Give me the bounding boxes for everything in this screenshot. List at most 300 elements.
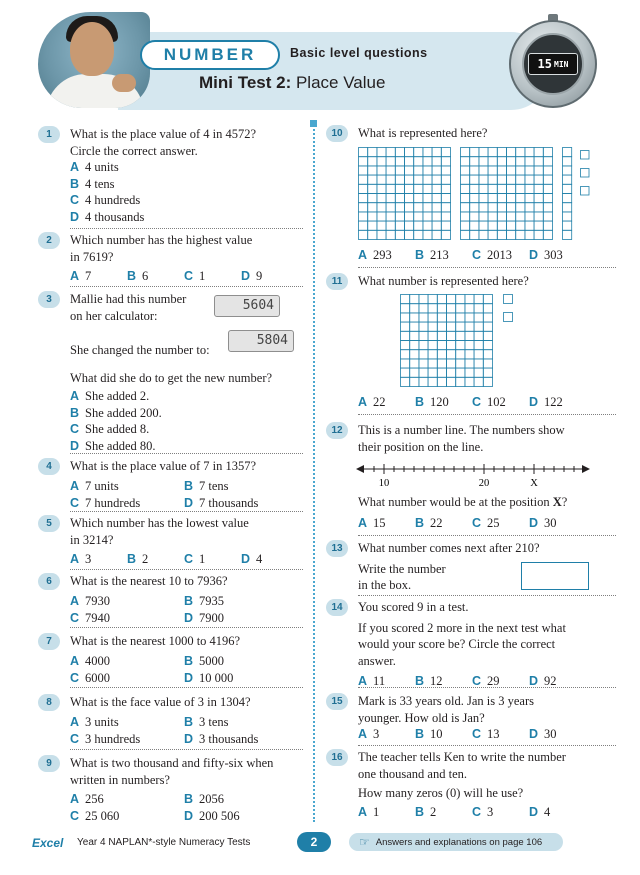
option-letter: B bbox=[184, 714, 194, 729]
block-cell bbox=[432, 148, 441, 157]
option-b[interactable] bbox=[127, 268, 148, 285]
block-cell bbox=[447, 350, 456, 359]
option-d[interactable] bbox=[529, 804, 550, 821]
question-body bbox=[70, 126, 256, 225]
option-c[interactable] bbox=[472, 394, 506, 411]
block-cell bbox=[428, 313, 437, 322]
block-cell bbox=[414, 175, 423, 184]
option-text: She added 200. bbox=[85, 405, 162, 420]
arrow-right-icon bbox=[582, 465, 590, 473]
question-text: Which number has the highest value bbox=[70, 233, 253, 247]
block-cell bbox=[479, 203, 488, 212]
block-cell bbox=[386, 166, 395, 175]
block-cell bbox=[497, 212, 506, 221]
option-a[interactable] bbox=[358, 726, 379, 743]
question-text-2: If you scored 2 more in the next test what bbox=[358, 620, 566, 635]
answer-box[interactable] bbox=[521, 562, 589, 590]
option-a[interactable] bbox=[70, 268, 91, 285]
option-d[interactable] bbox=[70, 438, 303, 455]
option-c[interactable] bbox=[472, 804, 493, 821]
block-cell bbox=[516, 175, 525, 184]
option-b[interactable] bbox=[127, 551, 148, 568]
block-cell bbox=[368, 184, 377, 193]
block-cell bbox=[377, 221, 386, 230]
block-cell bbox=[456, 322, 465, 331]
block-cell bbox=[474, 295, 483, 304]
option-text: 7 hundreds bbox=[85, 495, 141, 510]
option-b[interactable] bbox=[415, 247, 449, 264]
block-cell bbox=[456, 304, 465, 313]
block-cell bbox=[405, 166, 414, 175]
block-cell bbox=[516, 148, 525, 157]
block-cell bbox=[447, 359, 456, 368]
option-letter: A bbox=[70, 552, 80, 566]
block-cell bbox=[432, 175, 441, 184]
block-cell bbox=[377, 230, 386, 239]
test-title bbox=[199, 73, 385, 93]
option-text: 102 bbox=[487, 395, 506, 409]
block-cell bbox=[563, 230, 572, 239]
block-cell bbox=[479, 194, 488, 203]
option-text: 7930 bbox=[85, 593, 111, 608]
block-cell bbox=[377, 194, 386, 203]
option-text: 2013 bbox=[487, 248, 513, 262]
option-letter: A bbox=[358, 674, 368, 688]
block-cell bbox=[405, 157, 414, 166]
block-cell bbox=[470, 148, 479, 157]
block-cell bbox=[395, 203, 404, 212]
option-text: 22 bbox=[373, 395, 386, 409]
option-text: 7 thousands bbox=[199, 495, 259, 510]
question-text: The teacher tells Ken to write the number bbox=[358, 750, 566, 764]
option-text: 25 bbox=[487, 516, 500, 530]
block-cell bbox=[516, 203, 525, 212]
block-cell bbox=[507, 157, 516, 166]
unit-cube bbox=[581, 151, 590, 160]
option-letter: C bbox=[472, 516, 482, 530]
block-cell bbox=[437, 341, 446, 350]
option-text: 12 bbox=[430, 674, 443, 688]
block-cell bbox=[456, 313, 465, 322]
question-separator bbox=[70, 511, 303, 512]
block-cell bbox=[563, 221, 572, 230]
block-cell bbox=[432, 184, 441, 193]
option-letter: A bbox=[70, 792, 80, 806]
ask-text: What number would be at the position bbox=[358, 495, 553, 509]
block-cell bbox=[563, 157, 572, 166]
block-cell bbox=[525, 230, 534, 239]
block-cell bbox=[386, 148, 395, 157]
block-cell bbox=[543, 175, 552, 184]
block-cell bbox=[419, 368, 428, 377]
block-cell bbox=[432, 166, 441, 175]
block-cell bbox=[386, 184, 395, 193]
option-d[interactable] bbox=[529, 515, 557, 532]
block-cell bbox=[414, 157, 423, 166]
block-cell bbox=[377, 184, 386, 193]
option-letter: A bbox=[358, 727, 368, 741]
block-cell bbox=[534, 194, 543, 203]
block-cell bbox=[405, 175, 414, 184]
block-cell bbox=[488, 175, 497, 184]
option-text: 9 bbox=[256, 269, 263, 283]
block-cell bbox=[543, 230, 552, 239]
option-c[interactable] bbox=[70, 610, 110, 627]
option-letter: A bbox=[70, 714, 80, 729]
option-d[interactable] bbox=[529, 247, 563, 264]
options-grid bbox=[70, 478, 303, 512]
block-cell bbox=[441, 221, 450, 230]
block-cell bbox=[465, 331, 474, 340]
block-cell bbox=[479, 148, 488, 157]
block-cell bbox=[461, 203, 470, 212]
block-cell bbox=[447, 368, 456, 377]
option-text: 1 bbox=[199, 269, 206, 283]
option-letter: B bbox=[184, 478, 194, 493]
option-text: 3 thousands bbox=[199, 731, 259, 746]
block-cell bbox=[488, 230, 497, 239]
block-cell bbox=[401, 368, 410, 377]
block-cell bbox=[419, 377, 428, 386]
question-separator bbox=[358, 687, 616, 688]
block-cell bbox=[525, 157, 534, 166]
option-letter: D bbox=[529, 727, 539, 741]
block-cell bbox=[563, 148, 572, 157]
option-text: She added 2. bbox=[85, 389, 150, 403]
question-text-2: written in numbers? bbox=[70, 772, 170, 787]
block-cell bbox=[483, 295, 492, 304]
options-row bbox=[358, 673, 620, 691]
block-cell bbox=[483, 359, 492, 368]
block-cell bbox=[534, 212, 543, 221]
block-cell bbox=[470, 166, 479, 175]
block-cell bbox=[368, 148, 377, 157]
unit-cube bbox=[504, 295, 513, 304]
question-text-2: in 3214? bbox=[70, 532, 114, 547]
option-text: 303 bbox=[544, 248, 563, 262]
option-text: 120 bbox=[430, 395, 449, 409]
question-number: 9 bbox=[38, 755, 60, 772]
question-text-2: one thousand and ten. bbox=[358, 766, 468, 781]
block-cell bbox=[441, 212, 450, 221]
block-cell bbox=[410, 304, 419, 313]
question-body bbox=[358, 749, 622, 822]
block-cell bbox=[461, 194, 470, 203]
block-cell bbox=[563, 166, 572, 175]
block-cell bbox=[488, 157, 497, 166]
option-a[interactable] bbox=[70, 653, 110, 670]
option-a[interactable] bbox=[70, 593, 110, 610]
option-b[interactable] bbox=[184, 593, 224, 610]
block-cell bbox=[563, 184, 572, 193]
block-cell bbox=[447, 322, 456, 331]
option-d[interactable] bbox=[184, 495, 258, 512]
option-text: 6 bbox=[142, 269, 149, 283]
option-text: 1 bbox=[373, 804, 380, 819]
block-cell bbox=[401, 304, 410, 313]
block-cell bbox=[419, 331, 428, 340]
block-cell bbox=[456, 359, 465, 368]
question-number: 3 bbox=[38, 291, 60, 308]
student-photo bbox=[38, 12, 150, 108]
block-cell bbox=[437, 368, 446, 377]
block-cell bbox=[483, 313, 492, 322]
option-text: 3 bbox=[373, 727, 380, 741]
option-a[interactable] bbox=[70, 159, 256, 176]
option-b[interactable] bbox=[415, 726, 443, 743]
block-cell bbox=[563, 212, 572, 221]
option-letter: B bbox=[415, 248, 425, 262]
block-cell bbox=[368, 221, 377, 230]
block-cell bbox=[483, 350, 492, 359]
block-cell bbox=[432, 157, 441, 166]
option-b[interactable] bbox=[184, 653, 224, 670]
option-d[interactable] bbox=[70, 209, 256, 226]
option-letter: A bbox=[70, 478, 80, 493]
option-a[interactable] bbox=[358, 247, 392, 264]
block-cell bbox=[428, 359, 437, 368]
block-cell bbox=[432, 230, 441, 239]
ask-end: ? bbox=[561, 495, 568, 509]
question-separator bbox=[70, 286, 303, 287]
option-d[interactable] bbox=[184, 808, 240, 825]
block-cell bbox=[359, 184, 368, 193]
option-d[interactable] bbox=[184, 610, 224, 627]
option-text: 7900 bbox=[199, 610, 225, 625]
block-cell bbox=[474, 350, 483, 359]
option-a[interactable] bbox=[70, 478, 119, 495]
block-cell bbox=[428, 295, 437, 304]
block-cell bbox=[395, 212, 404, 221]
block-cell bbox=[525, 184, 534, 193]
block-cell bbox=[534, 166, 543, 175]
option-d[interactable] bbox=[184, 670, 233, 687]
options-grid bbox=[70, 653, 303, 687]
option-text: 256 bbox=[85, 792, 104, 806]
option-text: 2 bbox=[142, 552, 149, 566]
option-c[interactable] bbox=[472, 726, 500, 743]
option-letter: C bbox=[472, 727, 482, 741]
unit-cube bbox=[581, 169, 590, 178]
block-cell bbox=[534, 221, 543, 230]
option-d[interactable] bbox=[241, 268, 262, 285]
block-cell bbox=[516, 230, 525, 239]
block-cell bbox=[359, 148, 368, 157]
block-cell bbox=[386, 203, 395, 212]
option-d[interactable] bbox=[529, 726, 557, 743]
option-d[interactable] bbox=[184, 731, 258, 748]
block-cell bbox=[428, 331, 437, 340]
block-cell bbox=[563, 194, 572, 203]
block-cell bbox=[465, 377, 474, 386]
block-cell bbox=[497, 148, 506, 157]
option-b[interactable] bbox=[184, 714, 229, 731]
block-cell bbox=[423, 148, 432, 157]
block-cell bbox=[543, 221, 552, 230]
option-a[interactable] bbox=[70, 714, 119, 731]
block-cell bbox=[377, 175, 386, 184]
block-cell bbox=[395, 148, 404, 157]
option-text: 4 units bbox=[85, 160, 119, 174]
block-cell bbox=[441, 157, 450, 166]
question-text-2: Circle the correct answer. bbox=[70, 143, 198, 158]
option-a[interactable] bbox=[358, 515, 386, 532]
option-b[interactable] bbox=[415, 804, 436, 821]
option-d[interactable] bbox=[529, 394, 563, 411]
question-separator bbox=[358, 745, 616, 746]
block-cell bbox=[507, 194, 516, 203]
option-c[interactable] bbox=[70, 731, 140, 748]
block-cell bbox=[377, 166, 386, 175]
question-body bbox=[358, 125, 618, 142]
option-letter: C bbox=[472, 804, 482, 819]
options-row bbox=[358, 726, 620, 744]
block-cell bbox=[543, 203, 552, 212]
option-b[interactable] bbox=[70, 405, 303, 422]
question-text: What is the place value of 4 in 4572? bbox=[70, 127, 257, 141]
tick-label-10: 10 bbox=[378, 478, 390, 489]
question-number: 4 bbox=[38, 458, 60, 475]
block-cell bbox=[488, 166, 497, 175]
block-cell bbox=[456, 331, 465, 340]
question-text-2: younger. How old is Jan? bbox=[358, 710, 485, 725]
question-separator bbox=[358, 595, 616, 596]
question-number: 12 bbox=[326, 422, 348, 439]
option-text: 10 bbox=[430, 727, 443, 741]
option-c[interactable] bbox=[184, 268, 205, 285]
option-a[interactable] bbox=[70, 551, 91, 568]
option-c[interactable] bbox=[70, 192, 256, 209]
option-text: 4 thousands bbox=[85, 209, 145, 224]
block-cell bbox=[563, 203, 572, 212]
block-cell bbox=[395, 184, 404, 193]
question-text-2: their position on the line. bbox=[358, 439, 484, 454]
block-cell bbox=[441, 230, 450, 239]
block-cell bbox=[368, 230, 377, 239]
options-row bbox=[70, 268, 303, 286]
block-cell bbox=[410, 350, 419, 359]
option-letter: D bbox=[70, 438, 80, 453]
option-b[interactable] bbox=[184, 478, 229, 495]
block-cell bbox=[395, 194, 404, 203]
options-row bbox=[358, 515, 598, 533]
block-cell bbox=[447, 295, 456, 304]
block-cell bbox=[483, 377, 492, 386]
block-cell bbox=[401, 295, 410, 304]
block-cell bbox=[456, 350, 465, 359]
block-cell bbox=[465, 304, 474, 313]
calculator-display-1: 5604 bbox=[214, 295, 280, 317]
block-cell bbox=[465, 350, 474, 359]
block-cell bbox=[456, 377, 465, 386]
option-a[interactable] bbox=[358, 804, 379, 821]
option-c[interactable] bbox=[70, 495, 140, 512]
block-cell bbox=[470, 221, 479, 230]
question-separator bbox=[70, 453, 303, 454]
block-cell bbox=[368, 175, 377, 184]
answers-link[interactable] bbox=[349, 833, 563, 851]
option-b[interactable] bbox=[415, 515, 443, 532]
option-text: 15 bbox=[373, 516, 386, 530]
option-letter: C bbox=[184, 269, 194, 283]
option-text: 5000 bbox=[199, 653, 225, 668]
option-letter: A bbox=[70, 593, 80, 608]
block-cell bbox=[461, 221, 470, 230]
block-cell bbox=[563, 175, 572, 184]
option-letter: C bbox=[70, 193, 80, 207]
question-text-2: in 7619? bbox=[70, 249, 114, 264]
question-number: 8 bbox=[38, 694, 60, 711]
option-letter: C bbox=[472, 248, 482, 262]
option-c[interactable] bbox=[70, 421, 303, 438]
block-cell bbox=[474, 341, 483, 350]
option-letter: A bbox=[70, 269, 80, 283]
option-text: 4 hundreds bbox=[85, 193, 141, 207]
block-cell bbox=[488, 148, 497, 157]
block-cell bbox=[401, 341, 410, 350]
option-a[interactable] bbox=[70, 388, 303, 405]
option-a[interactable] bbox=[70, 791, 104, 808]
option-letter: A bbox=[358, 395, 368, 409]
option-d[interactable] bbox=[241, 551, 262, 568]
block-cell bbox=[377, 212, 386, 221]
question-text: What is the face value of 3 in 1304? bbox=[70, 695, 251, 709]
option-text: 29 bbox=[487, 674, 500, 688]
option-text: 92 bbox=[544, 674, 557, 688]
block-cell bbox=[405, 194, 414, 203]
question-ask: What did she do to get the new number? bbox=[70, 370, 273, 385]
question-separator bbox=[70, 687, 303, 688]
block-cell bbox=[414, 166, 423, 175]
block-cell bbox=[447, 331, 456, 340]
block-cell bbox=[525, 148, 534, 157]
option-text: 4 bbox=[544, 804, 551, 819]
option-text: 10 000 bbox=[199, 670, 234, 685]
block-cell bbox=[461, 148, 470, 157]
options-row bbox=[358, 394, 598, 412]
block-cell bbox=[441, 166, 450, 175]
option-text: 293 bbox=[373, 248, 392, 262]
option-b[interactable] bbox=[70, 176, 256, 193]
block-cell bbox=[507, 175, 516, 184]
block-cell bbox=[410, 322, 419, 331]
option-letter: D bbox=[184, 610, 194, 625]
test-title-rest: Place Value bbox=[291, 73, 386, 92]
block-cell bbox=[405, 230, 414, 239]
option-a[interactable] bbox=[358, 394, 386, 411]
option-c[interactable] bbox=[70, 808, 119, 825]
option-b[interactable] bbox=[415, 394, 449, 411]
block-cell bbox=[428, 341, 437, 350]
block-cell bbox=[401, 313, 410, 322]
block-cell bbox=[395, 221, 404, 230]
block-cell bbox=[401, 331, 410, 340]
block-cell bbox=[410, 341, 419, 350]
block-cell bbox=[423, 212, 432, 221]
block-cell bbox=[474, 331, 483, 340]
block-cell bbox=[405, 221, 414, 230]
block-cell bbox=[456, 368, 465, 377]
block-cell bbox=[479, 157, 488, 166]
option-c[interactable] bbox=[70, 670, 110, 687]
block-cell bbox=[543, 157, 552, 166]
option-c[interactable] bbox=[472, 247, 512, 264]
option-c[interactable] bbox=[472, 515, 500, 532]
option-b[interactable] bbox=[184, 791, 224, 808]
number-line-ticks bbox=[374, 464, 574, 474]
option-c[interactable] bbox=[184, 551, 205, 568]
question-number: 11 bbox=[326, 273, 348, 290]
